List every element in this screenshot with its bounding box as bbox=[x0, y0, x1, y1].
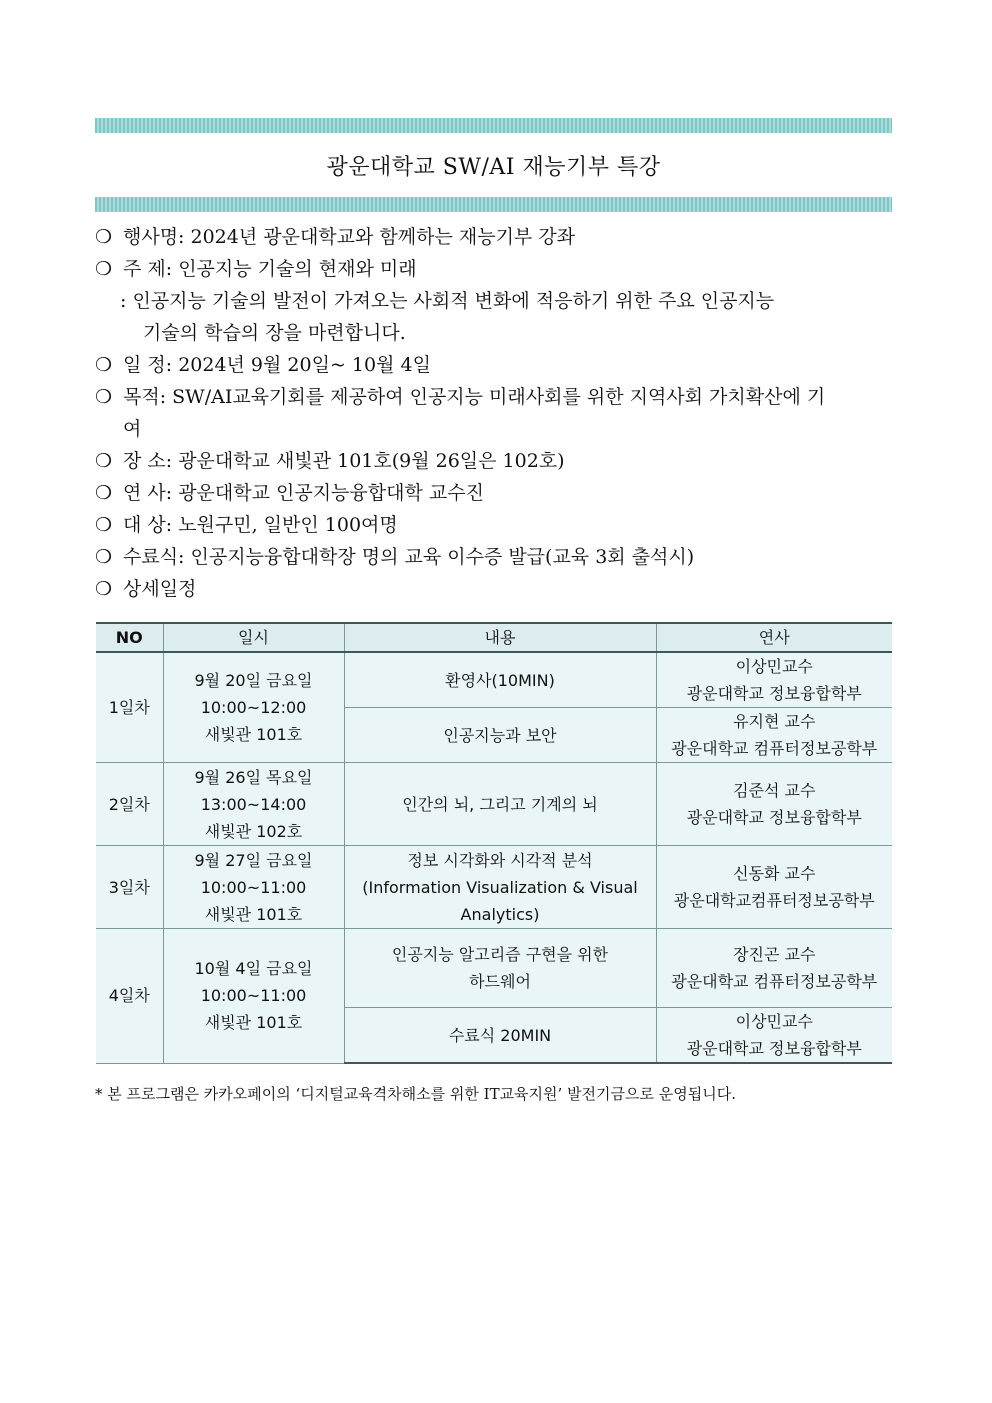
header-content: 내용 bbox=[344, 623, 656, 652]
title-bottom-band bbox=[95, 197, 892, 212]
content-cell bbox=[344, 763, 656, 846]
content-line: 환영사(10MIN) bbox=[445, 670, 555, 690]
table-row bbox=[96, 763, 892, 846]
item-text: 행사명: 2024년 광운대학교와 함께하는 재능기부 강좌 bbox=[123, 226, 576, 248]
room-line: 새빛관 101호 bbox=[204, 1013, 303, 1033]
speaker-name: 이상민교수 bbox=[735, 657, 813, 676]
time-line: 10:00~12:00 bbox=[200, 698, 307, 717]
date-cell bbox=[163, 929, 344, 1064]
bullet-icon: ❍ bbox=[95, 514, 113, 536]
item-text: 장 소: 광운대학교 새빛관 101호(9월 26일은 102호) bbox=[123, 450, 565, 472]
title-top-band bbox=[95, 118, 892, 133]
bullet-icon: ❍ bbox=[95, 546, 113, 568]
table-row bbox=[96, 846, 892, 929]
item-text: 대 상: 노원구민, 일반인 100여명 bbox=[123, 514, 398, 536]
item-text: 주 제: 인공지능 기술의 현재와 미래 bbox=[123, 258, 417, 280]
schedule-table bbox=[96, 622, 892, 1064]
day-cell: 4일차 bbox=[96, 929, 163, 1064]
date-cell bbox=[163, 846, 344, 929]
speaker-cell bbox=[656, 929, 892, 1008]
content-line: 하드웨어 bbox=[469, 972, 531, 991]
content-cell bbox=[344, 929, 656, 1008]
item-purpose bbox=[95, 381, 905, 413]
time-line: 13:00~14:00 bbox=[200, 794, 307, 814]
bullet-icon: ❍ bbox=[95, 258, 113, 280]
content-line: 인공지능과 보안 bbox=[443, 725, 557, 745]
item-schedule bbox=[95, 349, 905, 381]
item-text: 목적: SW/AI교육기회를 제공하여 인공지능 미래사회를 위한 지역사회 가치확산에 기 bbox=[123, 386, 826, 408]
content-line: 인간의 뇌, 그리고 기계의 뇌 bbox=[402, 794, 598, 814]
table-header-row bbox=[96, 623, 892, 652]
speaker-affiliation: 광운대학교 정보융합학부 bbox=[686, 808, 862, 827]
header-no: NO bbox=[96, 623, 163, 652]
content-line: (Information Visualization & Visual bbox=[362, 877, 638, 897]
speaker-cell bbox=[656, 652, 892, 708]
room-line: 새빛관 102호 bbox=[204, 821, 303, 841]
bullet-icon: ❍ bbox=[95, 482, 113, 504]
date-cell bbox=[163, 763, 344, 846]
speaker-affiliation: 광운대학교 정보융합학부 bbox=[686, 684, 862, 703]
speaker-cell bbox=[656, 708, 892, 763]
item-text: 연 사: 광운대학교 인공지능융합대학 교수진 bbox=[123, 482, 484, 504]
item-topic bbox=[95, 253, 905, 285]
bullet-icon: ❍ bbox=[95, 450, 113, 472]
item-speakers bbox=[95, 477, 905, 509]
time-line: 10:00~11:00 bbox=[200, 877, 307, 897]
item-text: 수료식: 인공지능융합대학장 명의 교육 이수증 발급(교육 3회 출석시) bbox=[123, 546, 695, 568]
date-cell bbox=[163, 652, 344, 763]
speaker-cell bbox=[656, 1008, 892, 1064]
content-cell bbox=[344, 1008, 656, 1064]
item-event-name bbox=[95, 221, 905, 253]
speaker-name: 신동화 교수 bbox=[733, 864, 816, 883]
time-line: 10:00~11:00 bbox=[200, 986, 307, 1006]
item-text: 일 정: 2024년 9월 20일~ 10월 4일 bbox=[123, 354, 431, 376]
content-cell bbox=[344, 846, 656, 929]
speaker-affiliation: 광운대학교컴퓨터정보공학부 bbox=[673, 891, 875, 910]
day-cell: 2일차 bbox=[96, 763, 163, 846]
speaker-name: 유지현 교수 bbox=[733, 712, 816, 731]
item-text: 상세일정 bbox=[123, 578, 197, 600]
header-speaker: 연사 bbox=[656, 623, 892, 652]
item-completion bbox=[95, 541, 905, 573]
date-line: 9월 20일 금요일 bbox=[194, 671, 313, 690]
document-title: 광운대학교 SW/AI 재능기부 특강 bbox=[326, 155, 661, 180]
room-line: 새빛관 101호 bbox=[204, 904, 303, 924]
date-line: 10월 4일 금요일 bbox=[194, 959, 313, 979]
speaker-name: 이상민교수 bbox=[735, 1012, 813, 1031]
item-audience bbox=[95, 509, 905, 541]
speaker-cell bbox=[656, 763, 892, 846]
bullet-icon: ❍ bbox=[95, 354, 113, 376]
content-line: 정보 시각화와 시각적 분석 bbox=[407, 850, 593, 870]
speaker-affiliation: 광운대학교 컴퓨터정보공학부 bbox=[671, 972, 878, 991]
content-line: 수료식 20MIN bbox=[448, 1025, 552, 1045]
bullet-icon: ❍ bbox=[95, 386, 113, 408]
item-venue bbox=[95, 445, 905, 477]
speaker-cell bbox=[656, 846, 892, 929]
footnote: * 본 프로그램은 카카오페이의 ‘디지털교육격차해소를 위한 IT교육지원’ 발전기금으로 운영됩니다. bbox=[95, 1085, 736, 1103]
purpose-continuation: 여 bbox=[123, 418, 142, 440]
table-row bbox=[96, 652, 892, 708]
content-line: 인공지능 알고리즘 구현을 위한 bbox=[391, 945, 609, 964]
topic-detail-line-2: 기술의 학습의 장을 마련합니다. bbox=[143, 322, 406, 344]
header-date: 일시 bbox=[163, 623, 344, 652]
day-cell: 1일차 bbox=[96, 652, 163, 763]
table-row bbox=[96, 929, 892, 1008]
content-cell bbox=[344, 708, 656, 763]
bullet-icon: ❍ bbox=[95, 226, 113, 248]
day-cell: 3일차 bbox=[96, 846, 163, 929]
speaker-affiliation: 광운대학교 컴퓨터정보공학부 bbox=[671, 739, 878, 758]
speaker-affiliation: 광운대학교 정보융합학부 bbox=[686, 1039, 862, 1058]
room-line: 새빛관 101호 bbox=[204, 725, 303, 744]
item-detailed-schedule bbox=[95, 573, 905, 605]
content-cell bbox=[344, 652, 656, 708]
speaker-name: 장진곤 교수 bbox=[733, 945, 816, 964]
date-line: 9월 26일 목요일 bbox=[194, 767, 313, 787]
speaker-name: 김준석 교수 bbox=[733, 781, 816, 800]
content-line: Analytics) bbox=[460, 904, 540, 924]
topic-detail-line-1: : 인공지능 기술의 발전이 가져오는 사회적 변화에 적응하기 위한 주요 인공지능 bbox=[120, 290, 775, 312]
bullet-icon: ❍ bbox=[95, 578, 113, 600]
date-line: 9월 27일 금요일 bbox=[194, 850, 313, 870]
